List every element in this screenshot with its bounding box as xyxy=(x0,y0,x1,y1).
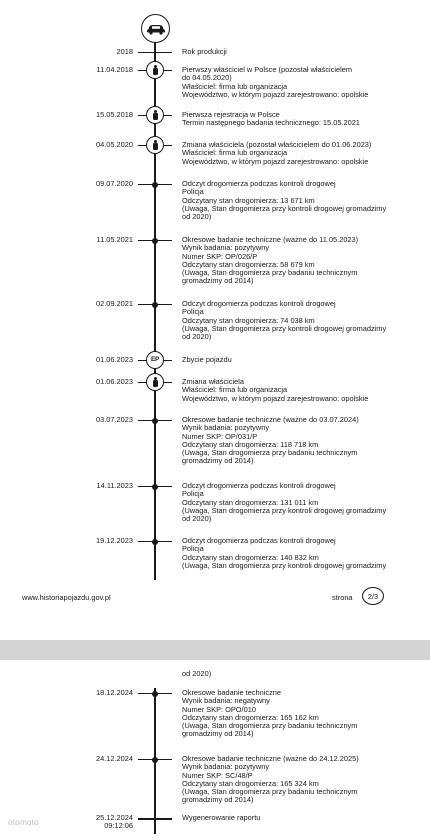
event-line: Numer SKP: OPO/010 xyxy=(182,704,256,714)
footer-page-label: strona xyxy=(332,593,353,602)
event-date: 24.12.2024 xyxy=(96,754,133,763)
timeline-dot xyxy=(152,691,158,697)
event-line: od 2020) xyxy=(182,514,212,524)
timeline-tick xyxy=(138,818,172,820)
event-line: Właściciel: firma lub organizacja xyxy=(182,81,288,91)
timeline-dot xyxy=(152,418,158,424)
event-line: Numer SKP: SC/48/P xyxy=(182,770,253,780)
event-line: do 04.05.2020) xyxy=(182,73,232,83)
event-line: Wynik badania: pozytywny xyxy=(182,243,270,253)
event-description xyxy=(182,482,422,523)
event-line: gromadzimy od 2014) xyxy=(182,276,254,286)
event-date: 19.12.2023 xyxy=(96,536,133,545)
page-indicator: 2/3 xyxy=(362,587,384,605)
event-description xyxy=(182,537,422,570)
event-line: Policja xyxy=(182,544,204,554)
event-line: (Uwaga, Stan drogomierza przy badaniu technicznym xyxy=(182,787,358,797)
event-line: Odczytany stan drogomierza: 118 718 km xyxy=(182,439,319,449)
event-line: Zmiana właściciela xyxy=(182,377,245,386)
event-description xyxy=(182,378,422,403)
event-line: gromadzimy od 2014) xyxy=(182,795,254,805)
ep-icon-label: EP xyxy=(150,355,160,363)
event-line: Numer SKP: OP/026/P xyxy=(182,251,258,261)
car-icon xyxy=(141,14,170,43)
event-description xyxy=(182,416,422,466)
event-line: Policja xyxy=(182,489,204,499)
event-line: Odczytany stan drogomierza: 74 038 km xyxy=(182,315,315,325)
event-line: (Uwaga, Stan drogomierza przy kontroli drogowej gromadzimy xyxy=(182,505,387,515)
event-line: Okresowe badanie techniczne (ważne do 03.07.2024) xyxy=(182,415,359,424)
watermark-logo: otomoto xyxy=(8,817,39,827)
report-page-3 xyxy=(0,660,430,838)
event-line: (Uwaga, Stan drogomierza przy badaniu technicznym xyxy=(182,448,358,458)
event-line: Okresowe badanie techniczne (ważne do 24.12.2025) xyxy=(182,754,359,763)
timeline-dot xyxy=(152,484,158,490)
event-date: 11.05.2021 xyxy=(96,235,133,244)
event-line: (Uwaga, Stan drogomierza przy kontroli drogowej gromadzimy xyxy=(182,323,387,333)
event-line: Odczyt drogomierza podczas kontroli drogowej xyxy=(182,481,336,490)
event-date: 02.09.2021 xyxy=(96,299,133,308)
event-description xyxy=(182,111,422,128)
event-line: Wynik badania: pozytywny xyxy=(182,762,270,772)
event-line: Wynik badania: negatywny xyxy=(182,696,270,706)
event-line: Odczytany stan drogomierza: 165 162 km xyxy=(182,712,319,722)
event-description xyxy=(182,356,422,364)
event-line: gromadzimy od 2014) xyxy=(182,729,254,739)
event-time: 09:12:06 xyxy=(104,821,133,831)
event-line: Numer SKP: OP/031/P xyxy=(182,431,258,441)
event-line: Odczyt drogomierza podczas kontroli drogowej xyxy=(182,536,336,545)
event-line: Rok produkcji xyxy=(182,47,227,56)
event-line: Odczytany stan drogomierza: 140 832 km xyxy=(182,552,319,562)
footer-url[interactable]: www.historiapojazdu.gov.pl xyxy=(22,593,111,602)
timeline-dot xyxy=(152,302,158,308)
event-date: 18.12.2024 xyxy=(96,688,133,697)
owner-person-icon xyxy=(146,136,164,154)
event-line: (Uwaga, Stan drogomierza przy kontroli drogowej gromadzimy xyxy=(182,560,387,570)
event-line: Województwo, w którym pojazd zarejestrowano: opolskie xyxy=(182,393,369,403)
owner-person-icon xyxy=(146,106,164,124)
timeline-dot xyxy=(152,757,158,763)
timeline-tick xyxy=(138,52,172,53)
event-line: Odczytany stan drogomierza: 13 671 km xyxy=(182,195,315,205)
event-line: Odczyt drogomierza podczas kontroli drogowej xyxy=(182,179,336,188)
event-date: 14.11.2023 xyxy=(96,481,133,490)
event-date: 11.04.2018 xyxy=(96,65,133,74)
event-line: Pierwszy właściciel w Polsce (pozostał właścicielem xyxy=(182,65,353,74)
event-line: Odczytany stan drogomierza: 131 011 km xyxy=(182,497,319,507)
owner-person-icon xyxy=(146,373,164,391)
timeline-dot xyxy=(152,238,158,244)
event-line: (Uwaga, Stan drogomierza przy badaniu technicznym xyxy=(182,721,358,731)
event-date: 15.05.2018 xyxy=(96,110,133,119)
event-line: Okresowe badanie techniczne (ważne do 11.05.2023) xyxy=(182,235,359,244)
owner-person-icon xyxy=(146,61,164,79)
event-line: (Uwaga, Stan drogomierza przy kontroli drogowej gromadzimy xyxy=(182,203,387,213)
event-line: Wynik badania: pozytywny xyxy=(182,423,270,433)
event-description xyxy=(182,48,422,56)
event-line: Zbycie pojazdu xyxy=(182,355,232,364)
event-description xyxy=(182,300,422,341)
event-line: od 2020) xyxy=(182,212,212,222)
event-description xyxy=(182,180,422,221)
event-line: Odczytany stan drogomierza: 58 679 km xyxy=(182,259,315,269)
event-description xyxy=(182,66,422,99)
carryover-text: od 2020) xyxy=(182,669,212,678)
timeline-dot xyxy=(152,182,158,188)
event-line: Wygenerowanie raportu xyxy=(182,813,261,822)
event-line: od 2020) xyxy=(182,332,212,342)
event-date: 25.12.2024 xyxy=(96,813,133,822)
event-line: Termin następnego badania technicznego: 15.05.2021 xyxy=(182,118,360,128)
event-date: 01.06.2023 xyxy=(96,355,133,364)
event-line: (Uwaga, Stan drogomierza przy badaniu technicznym xyxy=(182,268,358,278)
event-date: 03.07.2023 xyxy=(96,415,133,424)
event-date: 01.06.2023 xyxy=(96,377,133,386)
event-description xyxy=(182,689,422,739)
event-line: Okresowe badanie techniczne xyxy=(182,688,282,697)
event-line: Odczyt drogomierza podczas kontroli drogowej xyxy=(182,299,336,308)
event-description xyxy=(182,814,422,822)
event-line: Właściciel: firma lub organizacja xyxy=(182,385,288,395)
timeline-dot xyxy=(152,539,158,545)
event-line: Policja xyxy=(182,187,204,197)
event-date: 09.07.2020 xyxy=(96,179,133,188)
event-line: Województwo, w którym pojazd zarejestrowano: opolskie xyxy=(182,89,369,99)
event-line: Pierwsza rejestracja w Polsce xyxy=(182,110,280,119)
event-line: Województwo, w którym pojazd zarejestrowano: opolskie xyxy=(182,156,369,166)
event-line: gromadzimy od 2014) xyxy=(182,456,254,466)
event-line: Odczytany stan drogomierza: 165 324 km xyxy=(182,778,319,788)
event-date: 04.05.2020 xyxy=(96,140,133,149)
event-line: Policja xyxy=(182,307,204,317)
event-description xyxy=(182,755,422,805)
event-date: 2018 xyxy=(116,47,133,56)
event-line: Zmiana właściciela (pozostał właścicielem do 01.06.2023) xyxy=(182,140,372,149)
event-description xyxy=(182,141,422,166)
sale-ep-icon xyxy=(146,351,164,369)
event-line: Właściciel: firma lub organizacja xyxy=(182,148,288,158)
event-description xyxy=(182,236,422,286)
